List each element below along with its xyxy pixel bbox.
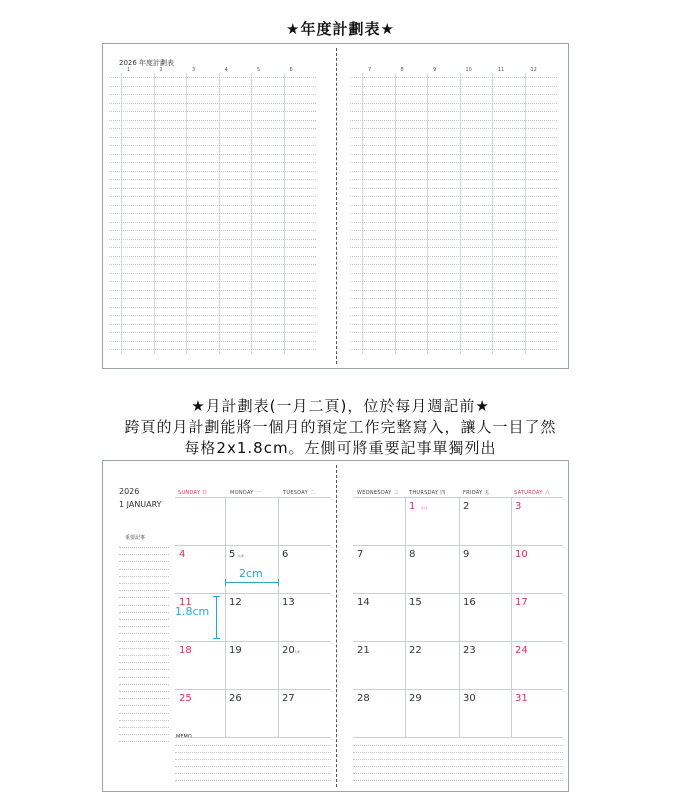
day-row-line [109, 298, 316, 299]
height-measure-end-tick [213, 638, 220, 639]
day-row-line [109, 273, 316, 274]
day-row-line [350, 77, 557, 78]
monthly-plan-size-note: 每格2x1.8cm。左側可將重要記事單獨列出 [184, 439, 497, 457]
month-column-header: 2 [159, 67, 163, 73]
binding-fold-line [336, 465, 337, 787]
memo-line [175, 752, 331, 753]
day-row-line [350, 196, 557, 197]
calendar-day-number: 28 [357, 693, 370, 704]
notes-line [119, 720, 169, 721]
calendar-day-number: 23 [463, 645, 476, 656]
day-row-line [350, 315, 557, 316]
day-row-line [350, 247, 557, 248]
month-column-header: 10 [465, 67, 472, 73]
day-row-line [350, 205, 557, 206]
notes-line [119, 626, 169, 627]
calendar-row-line [175, 689, 331, 690]
calendar-day-number: 29 [409, 693, 422, 704]
day-row-line [350, 290, 557, 291]
calendar-day-number: 10 [515, 549, 528, 560]
day-row-line [350, 281, 557, 282]
day-row-line [109, 256, 316, 257]
month-column-header: 6 [289, 67, 293, 73]
calendar-column-line [278, 497, 279, 737]
day-row-line [109, 324, 316, 325]
day-row-line [109, 128, 316, 129]
monthly-month-title: 1 JANUARY [119, 500, 162, 509]
calendar-day-number: 30 [463, 693, 476, 704]
notes-line [119, 583, 169, 584]
yearly-plan-title: 2026 年度計劃表 [119, 59, 175, 67]
calendar-row-line [353, 689, 563, 690]
calendar-bottom-line [353, 737, 563, 738]
day-row-line [109, 213, 316, 214]
calendar-day-number: 1 [409, 501, 416, 512]
calendar-day-number: 20 [282, 645, 295, 656]
month-column-header: 8 [400, 67, 404, 73]
calendar-row-line [175, 497, 331, 498]
calendar-day-number: 12 [229, 597, 242, 608]
monthly-year: 2026 [119, 487, 140, 496]
memo-line [175, 759, 331, 760]
day-row-line [350, 154, 557, 155]
calendar-day-number: 14 [357, 597, 370, 608]
day-row-line [109, 315, 316, 316]
day-header-monday: MONDAY 一 [230, 490, 261, 496]
memo-line [175, 773, 331, 774]
month-column-header: 1 [127, 67, 131, 73]
day-row-line [350, 273, 557, 274]
height-measure-label: 1.8cm [175, 605, 210, 618]
month-column-header: 5 [257, 67, 261, 73]
day-row-line [350, 264, 557, 265]
calendar-day-number: 8 [409, 549, 416, 560]
day-header-sunday: SUNDAY 日 [178, 490, 208, 496]
day-row-line [350, 349, 557, 350]
day-row-line [350, 137, 557, 138]
notes-line [119, 684, 169, 685]
monthly-plan-description: 跨頁的月計劃能將一個月的預定工作完整寫入，讓人一目了然 [124, 418, 557, 436]
day-header-tuesday: TUESDAY 二 [283, 490, 316, 496]
calendar-day-number: 7 [357, 549, 364, 560]
calendar-day-number: 5 [229, 549, 236, 560]
day-row-line [109, 230, 316, 231]
width-measure-end-tick [278, 579, 279, 586]
solar-term-note: 小寒 [238, 554, 245, 558]
yearly-plan-heading: ★年度計劃表★ [286, 20, 395, 38]
day-row-line [109, 162, 316, 163]
day-row-line [109, 247, 316, 248]
day-row-line [350, 341, 557, 342]
notes-line [119, 641, 169, 642]
day-row-line [109, 77, 316, 78]
day-row-line [109, 120, 316, 121]
day-row-line [350, 179, 557, 180]
day-row-line [109, 154, 316, 155]
calendar-column-line [511, 497, 512, 737]
day-row-line [350, 298, 557, 299]
width-measure-line [225, 582, 278, 583]
day-row-line [350, 230, 557, 231]
day-row-line [109, 94, 316, 95]
day-row-line [350, 307, 557, 308]
notes-line [119, 741, 169, 742]
calendar-day-number: 6 [282, 549, 289, 560]
calendar-day-number: 21 [357, 645, 370, 656]
month-column-header: 12 [530, 67, 537, 73]
calendar-row-line [353, 545, 563, 546]
calendar-day-number: 2 [463, 501, 470, 512]
calendar-day-number: 17 [515, 597, 528, 608]
calendar-day-number: 3 [515, 501, 522, 512]
notes-line [119, 698, 169, 699]
notes-line [119, 655, 169, 656]
memo-line [353, 752, 563, 753]
notes-line [119, 648, 169, 649]
calendar-day-number: 31 [515, 693, 528, 704]
day-row-line [350, 213, 557, 214]
day-row-line [109, 86, 316, 87]
day-row-line [109, 103, 316, 104]
calendar-column-line [405, 497, 406, 737]
memo-line [353, 759, 563, 760]
calendar-row-line [175, 593, 331, 594]
monthly-plan-spread [102, 460, 569, 792]
width-measure-start-tick [225, 579, 226, 586]
notes-line [119, 713, 169, 714]
calendar-day-number: 19 [229, 645, 242, 656]
day-row-line [350, 324, 557, 325]
memo-line [175, 745, 331, 746]
day-row-line [350, 94, 557, 95]
day-header-wednesday: WEDNESDAY 三 [357, 490, 399, 496]
day-row-line [350, 103, 557, 104]
day-row-line [109, 307, 316, 308]
day-row-line [109, 179, 316, 180]
calendar-day-number: 27 [282, 693, 295, 704]
yearly-plan-spread [102, 43, 569, 369]
day-row-line [109, 188, 316, 189]
month-column-header: 11 [498, 67, 505, 73]
day-row-line [350, 162, 557, 163]
important-notes-label: 重要記事 [125, 535, 146, 541]
day-row-line [109, 137, 316, 138]
day-row-line [350, 222, 557, 223]
calendar-day-number: 25 [179, 693, 192, 704]
calendar-row-line [353, 593, 563, 594]
day-header-friday: FRIDAY 五 [463, 490, 490, 496]
calendar-day-number: 16 [463, 597, 476, 608]
day-row-line [109, 341, 316, 342]
notes-line [119, 662, 169, 663]
memo-line [353, 773, 563, 774]
day-row-line [350, 239, 557, 240]
notes-line [119, 590, 169, 591]
month-column-header: 4 [224, 67, 228, 73]
notes-line [119, 633, 169, 634]
calendar-day-number: 15 [409, 597, 422, 608]
notes-line [119, 569, 169, 570]
day-row-line [109, 196, 316, 197]
memo-line [175, 780, 331, 781]
day-row-line [109, 264, 316, 265]
notes-line [119, 669, 169, 670]
notes-line [119, 691, 169, 692]
calendar-row-line [353, 641, 563, 642]
notes-line [119, 612, 169, 613]
memo-line [353, 766, 563, 767]
notes-line [119, 734, 169, 735]
day-header-thursday: THURSDAY 四 [409, 490, 446, 496]
calendar-day-number: 22 [409, 645, 422, 656]
day-row-line [350, 171, 557, 172]
day-row-line [109, 332, 316, 333]
day-row-line [350, 145, 557, 146]
height-measure-start-tick [213, 596, 220, 597]
monthly-plan-heading: ★月計劃表(一月二頁)，位於每月週記前★ [191, 397, 490, 415]
day-row-line [109, 281, 316, 282]
memo-line [353, 780, 563, 781]
day-row-line [109, 349, 316, 350]
calendar-row-line [175, 641, 331, 642]
memo-label: MEMO [176, 734, 192, 740]
calendar-day-number: 13 [282, 597, 295, 608]
holiday-note-new-year: 元旦 [421, 506, 428, 510]
day-row-line [350, 256, 557, 257]
day-row-line [109, 111, 316, 112]
notes-line [119, 597, 169, 598]
notes-line [119, 677, 169, 678]
day-header-saturday: SATURDAY 六 [514, 490, 550, 496]
notes-line [119, 605, 169, 606]
day-row-line [350, 188, 557, 189]
month-column-header: 7 [368, 67, 372, 73]
notes-line [119, 619, 169, 620]
calendar-day-number: 11 [179, 597, 192, 608]
calendar-bottom-line [175, 737, 331, 738]
day-row-line [109, 239, 316, 240]
binding-fold-line [336, 48, 337, 364]
day-row-line [350, 111, 557, 112]
solar-term-note: 大寒 [294, 650, 301, 654]
day-row-line [109, 171, 316, 172]
calendar-column-line [459, 497, 460, 737]
day-row-line [109, 290, 316, 291]
month-column-header: 3 [192, 67, 196, 73]
calendar-column-line [225, 497, 226, 737]
day-row-line [109, 205, 316, 206]
month-column-header: 9 [433, 67, 437, 73]
calendar-row-line [353, 497, 563, 498]
calendar-day-number: 26 [229, 693, 242, 704]
height-measure-line [216, 596, 217, 638]
day-row-line [350, 120, 557, 121]
notes-line [119, 727, 169, 728]
memo-line [353, 745, 563, 746]
memo-line [175, 766, 331, 767]
calendar-day-number: 4 [179, 549, 186, 560]
notes-line [119, 547, 169, 548]
day-row-line [109, 222, 316, 223]
calendar-row-line [175, 545, 331, 546]
calendar-day-number: 18 [179, 645, 192, 656]
day-row-line [350, 332, 557, 333]
notes-line [119, 705, 169, 706]
notes-line [119, 561, 169, 562]
notes-line [119, 576, 169, 577]
width-measure-label: 2cm [239, 567, 263, 580]
notes-line [119, 554, 169, 555]
calendar-day-number: 9 [463, 549, 470, 560]
day-row-line [109, 145, 316, 146]
day-row-line [350, 128, 557, 129]
calendar-day-number: 24 [515, 645, 528, 656]
day-row-line [350, 86, 557, 87]
